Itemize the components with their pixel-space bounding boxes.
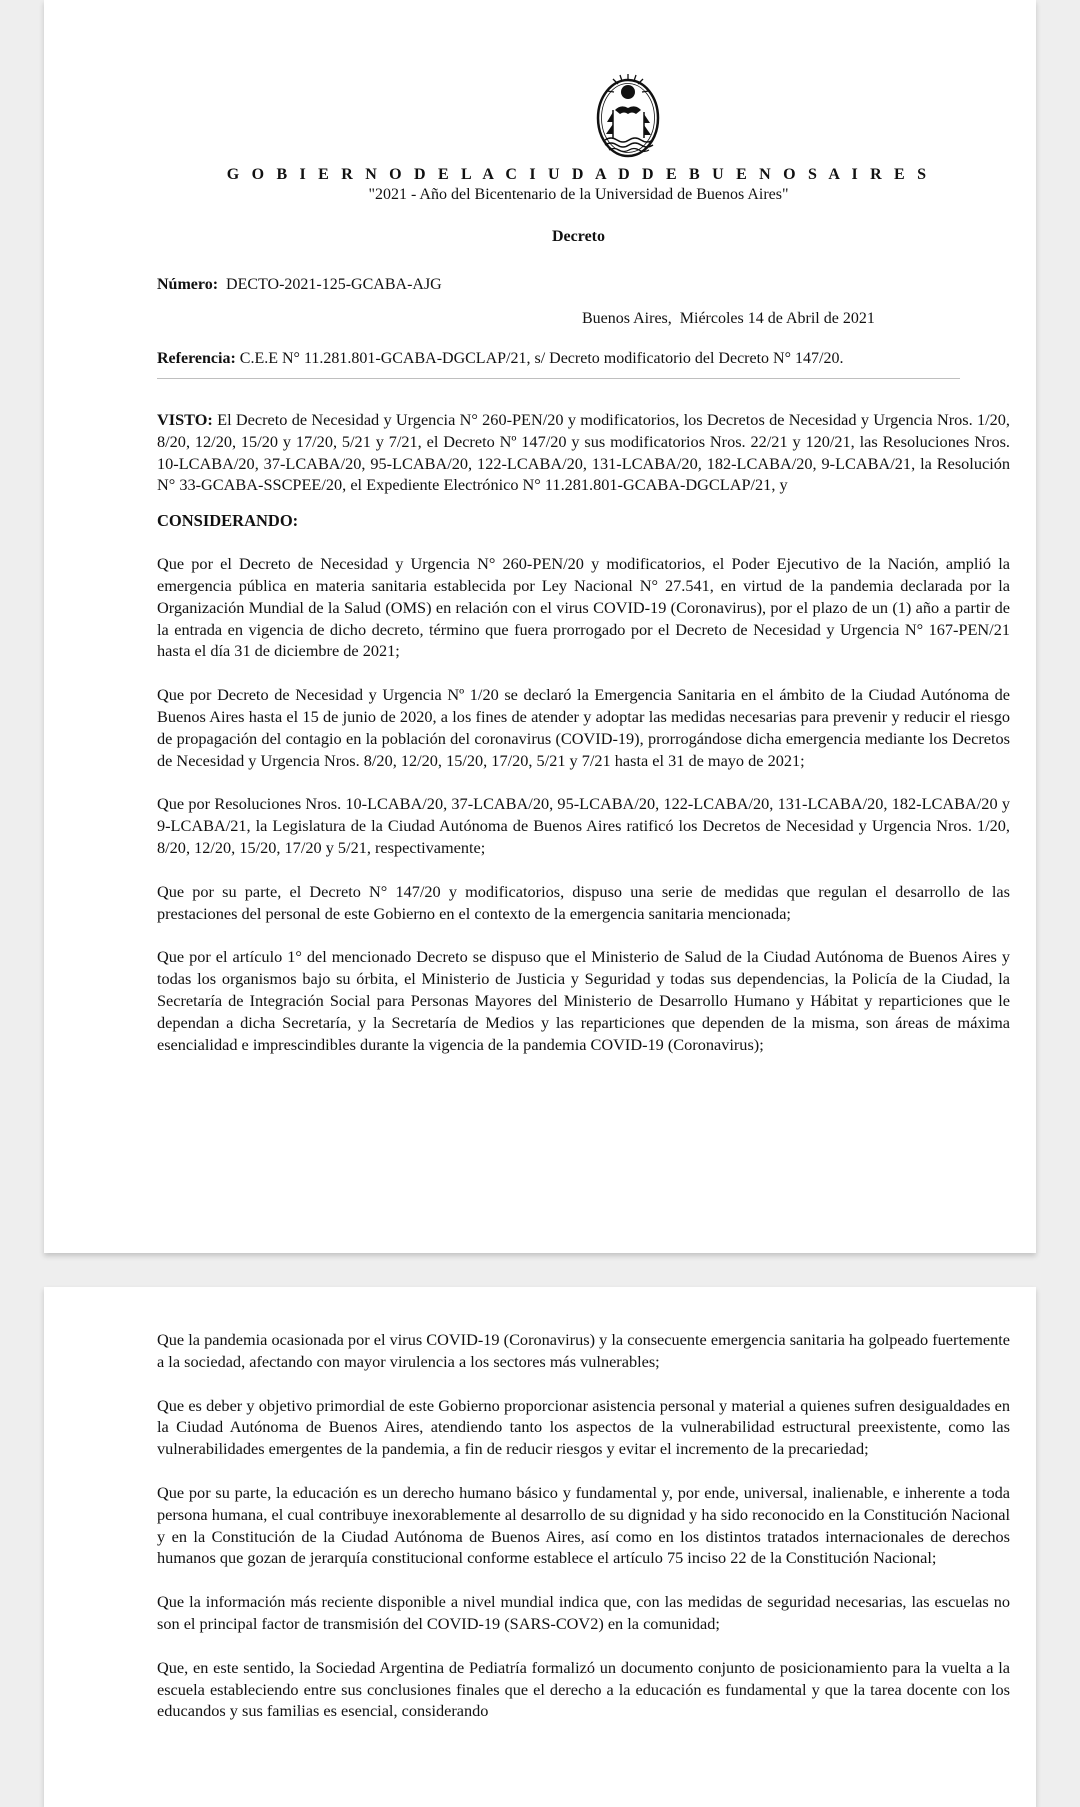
paragraph: Que la pandemia ocasionada por el virus COVID-19 (Coronavirus) y la consecuente emergencia sanitaria ha golpeado fuertemente a la sociedad, afectando con mayor virulencia a los sectores más vulnerables;	[157, 1330, 1010, 1371]
paragraph: Que la información más reciente disponible a nivel mundial indica que, con las medidas de seguridad necesarias, las escuelas no son el principal factor de transmisión del COVID-19 (SARS-COV2) en la comunidad;	[157, 1592, 1010, 1633]
paragraph: Que por Resoluciones Nros. 10-LCABA/20, 37-LCABA/20, 95-LCABA/20, 122-LCABA/20, 131-LCABA/20, 182-LCABA/20 y 9-LCABA/21, la Legislatura de la Ciudad Autónoma de Buenos Aires ratificó los Decretos de Necesidad y Urgencia Nros. 1/20, 8/20, 12/20, 15/20, 17/20 y 5/21, respectivamente;	[157, 794, 1010, 857]
document-page-2	[44, 1287, 1036, 1807]
page-2-content	[157, 1329, 1010, 1722]
page-1-content	[157, 70, 1010, 1055]
numero-label: Número:	[157, 276, 219, 293]
visto-paragraph	[157, 409, 1010, 496]
paragraph: Que por Decreto de Necesidad y Urgencia Nº 1/20 se declaró la Emergencia Sanitaria en el ámbito de la Ciudad Autónoma de Buenos Aires hasta el 15 de junio de 2020, a los fines de atender y adoptar las medidas necesarias para prevenir y reducir el riesgo de propagación del contagio en la población del coronavirus (COVID-19), prorrogándose dicha emergencia mediante los Decretos de Necesidad y Urgencia Nros. 8/20, 12/20, 15/20, 17/20, 5/21 y 7/21 hasta el 31 de mayo de 2021;	[157, 685, 1010, 770]
paragraph: Que, en este sentido, la Sociedad Argentina de Pediatría formalizó un documento conjunto de posicionamiento para la vuelta a la escuela estableciendo entre sus conclusiones finales que el derecho a la educación es fundamental y que la tarea docente con los educandos y sus familias es esencial, considerando	[157, 1657, 1010, 1721]
city-coat-of-arms-icon	[593, 70, 663, 160]
date: Miércoles 14 de Abril de 2021	[679, 310, 875, 327]
date-line	[582, 310, 1010, 328]
paragraph: Que por su parte, la educación es un derecho humano básico y fundamental y, por ende, universal, inalienable, e inherente a toda persona humana, el cual contribuye inexorablemente al desarrollo de su dignidad y ha sido reconocido en la Constitución Nacional y en la Constitución de la Ciudad Autónoma de Buenos Aires, así como en los distintos tratados internacionales de derechos humanos que gozan de jerarquía constitucional conforme establece el artículo 75 inciso 22 de la Constitución Nacional;	[157, 1482, 1010, 1568]
considerando-heading: CONSIDERANDO:	[157, 511, 299, 531]
referencia-value: C.E.E N° 11.281.801-GCABA-DGCLAP/21, s/ Decreto modificatorio del Decreto N° 147/20.	[239, 350, 844, 367]
government-title: G O B I E R N O D E L A C I U D A D D E B U E N O S A I R E S	[226, 166, 931, 183]
paragraph: Que es deber y objetivo primordial de este Gobierno proporcionar asistencia personal y material a quienes sufren desigualdades en la Ciudad Autónoma de Buenos Aires, atendiendo tanto los aspectos de la vulnerabilidad estructural preexistente, como las vulnerabilidades emergentes de la pandemia, a fin de reducir riesgos y evitar el incremento de la precariedad;	[157, 1395, 1010, 1459]
visto-label: VISTO:	[157, 410, 213, 429]
place: Buenos Aires,	[582, 310, 672, 327]
paragraph: Que por el Decreto de Necesidad y Urgencia N° 260-PEN/20 y modificatorios, el Poder Ejecutivo de la Nación, amplió la emergencia pública en materia sanitaria establecida por Ley Nacional N° 27.541, en virtud de la pandemia declarada por la Organización Mundial de la Salud (OMS) en relación con el virus COVID-19 (Coronavirus), por el plazo de un (1) año a partir de la entrada en vigencia de dicho decreto, término que fuera prorrogado por el Decreto de Necesidad y Urgencia N° 167-PEN/21 hasta el día 31 de diciembre de 2021;	[157, 554, 1010, 661]
visto-text: El Decreto de Necesidad y Urgencia N° 260-PEN/20 y modificatorios, los Decretos de Necesidad y Urgencia Nros. 1/20, 8/20, 12/20, 15/20 y 17/20, 5/21 y 7/21, el Decreto Nº 147/20 y sus modificatorios Nros. 22/21 y 120/21, las Resoluciones Nros. 10-LCABA/20, 37-LCABA/20, 95-LCABA/20, 122-LCABA/20, 131-LCABA/20, 182-LCABA/20, 9-LCABA/21, la Resolución N° 33-GCABA-SSCPEE/20, el Expediente Electrónico N° 11.281.801-GCABA-DGCLAP/21, y	[157, 410, 1010, 495]
referencia-label: Referencia:	[157, 350, 236, 367]
paragraph: Que por el artículo 1° del mencionado Decreto se dispuso que el Ministerio de Salud de la Ciudad Autónoma de Buenos Aires y todas los organismos bajo su órbita, el Ministerio de Justicia y Seguridad y todas sus dependencias, la Policía de la Ciudad, la Secretaría de Integración Social para Personas Mayores del Ministerio de Desarrollo Humano y Hábitat y reparticiones que le dependan a dicha Secretaría, y la Secretaría de Medios y las reparticiones que dependen de la misma, son áreas de máxima esencialidad e imprescindibles durante la vigencia de la pandemia COVID-19 (Coronavirus);	[157, 947, 1010, 1054]
year-motto: "2021 - Año del Bicentenario de la Universidad de Buenos Aires"	[368, 186, 789, 203]
divider	[157, 378, 960, 379]
numero-value: DECTO-2021-125-GCABA-AJG	[226, 276, 442, 293]
document-type: Decreto	[552, 228, 605, 245]
numero-line	[157, 276, 1010, 294]
referencia-line	[157, 350, 1010, 368]
paragraph: Que por su parte, el Decreto N° 147/20 y modificatorios, dispuso una serie de medidas que regulan el desarrollo de las prestaciones del personal de este Gobierno en el contexto de la emergencia sanitaria mencionada;	[157, 881, 1010, 923]
document-page-1	[44, 0, 1036, 1253]
